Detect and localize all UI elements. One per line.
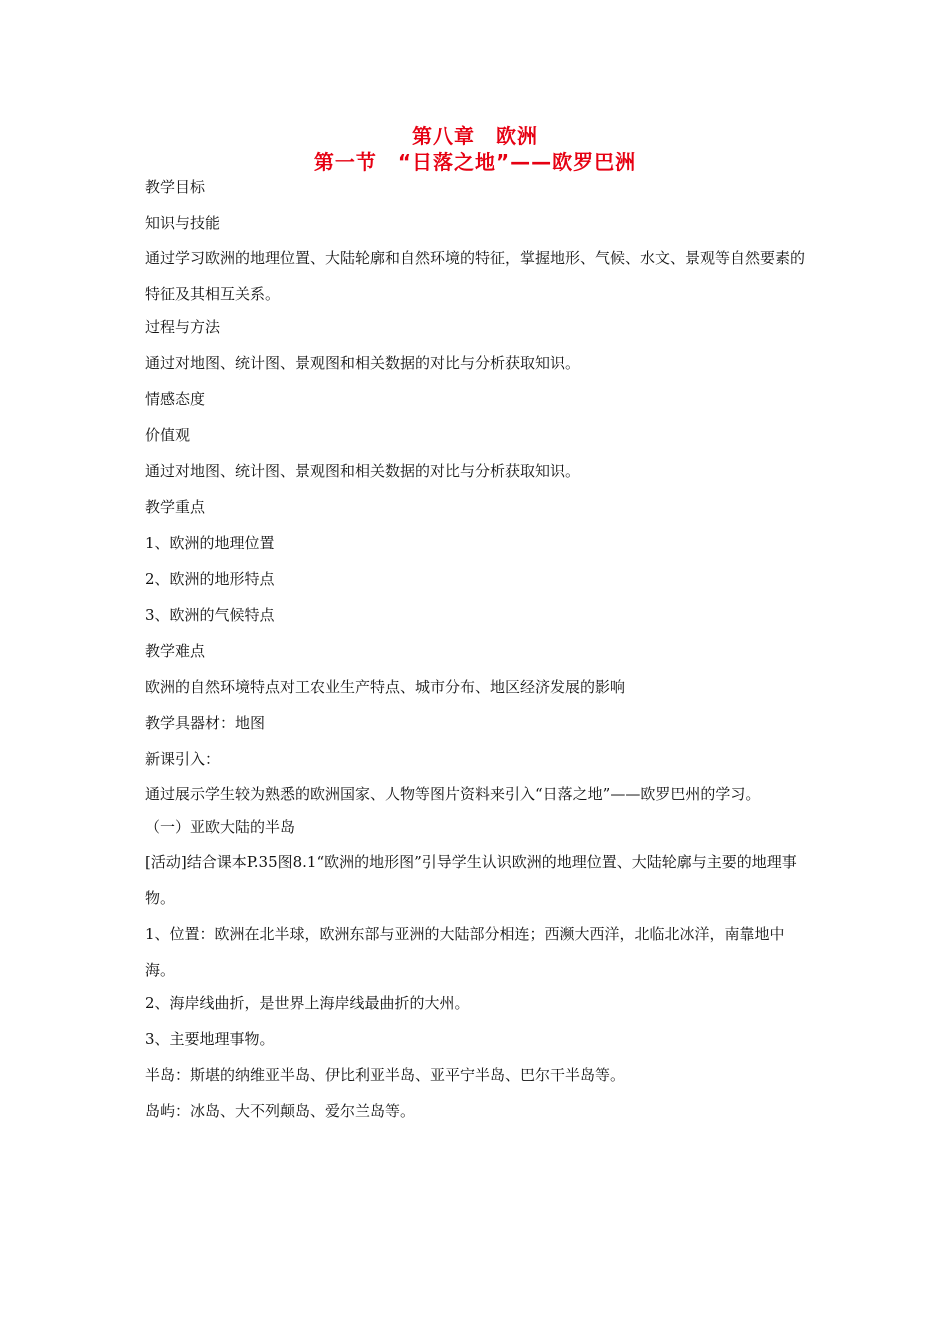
- paragraph: 新课引入：: [145, 750, 221, 768]
- paragraph: 2、欧洲的地形特点: [145, 570, 275, 588]
- paragraph: 情感态度: [145, 390, 206, 408]
- paragraph: 通过对地图、统计图、景观图和相关数据的对比与分析获取知识。: [145, 354, 581, 372]
- paragraph: 教学难点: [145, 642, 206, 660]
- paragraph: 岛屿：冰岛、大不列颠岛、爱尔兰岛等。: [145, 1102, 416, 1120]
- paragraph: 3、欧洲的气候特点: [145, 606, 275, 624]
- paragraph: 过程与方法: [145, 318, 221, 336]
- paragraph: 教学具器材：地图: [145, 714, 266, 732]
- paragraph: 通过对地图、统计图、景观图和相关数据的对比与分析获取知识。: [145, 462, 581, 480]
- paragraph: 通过展示学生较为熟悉的欧洲国家、人物等图片资料来引入“日落之地”——欧罗巴州的学习。: [145, 785, 761, 803]
- paragraph: 教学重点: [145, 498, 206, 516]
- paragraph: 3、主要地理事物。: [145, 1030, 275, 1048]
- paragraph: 1、欧洲的地理位置: [145, 534, 275, 552]
- paragraph: 通过学习欧洲的地理位置、大陆轮廓和自然环境的特征，掌握地形、气候、水文、景观等自然要素的特征及其相互关系。: [145, 249, 806, 303]
- paragraph: 知识与技能: [145, 214, 221, 232]
- paragraph: 1、位置：欧洲在北半球，欧洲东部与亚洲的大陆部分相连；西濒大西洋，北临北冰洋，南靠地中海。: [145, 925, 785, 979]
- document-body: [145, 176, 810, 1122]
- section-title: 第一节 “日落之地”——欧罗巴洲: [313, 150, 637, 174]
- paragraph: 欧洲的自然环境特点对工农业生产特点、城市分布、地区经济发展的影响: [145, 678, 626, 696]
- paragraph: 价值观: [145, 426, 191, 444]
- paragraph: 2、海岸线曲折，是世界上海岸线最曲折的大州。: [145, 994, 470, 1012]
- paragraph: [活动]结合课本P.35图8.1“欧洲的地形图”引导学生认识欧洲的地理位置、大陆轮廓与主要的地理事物。: [145, 853, 797, 907]
- paragraph: （一）亚欧大陆的半岛: [145, 818, 296, 836]
- chapter-title: 第八章 欧洲: [412, 124, 538, 148]
- paragraph: 教学目标: [145, 178, 206, 196]
- paragraph: 半岛：斯堪的纳维亚半岛、伊比利亚半岛、亚平宁半岛、巴尔干半岛等。: [145, 1066, 626, 1084]
